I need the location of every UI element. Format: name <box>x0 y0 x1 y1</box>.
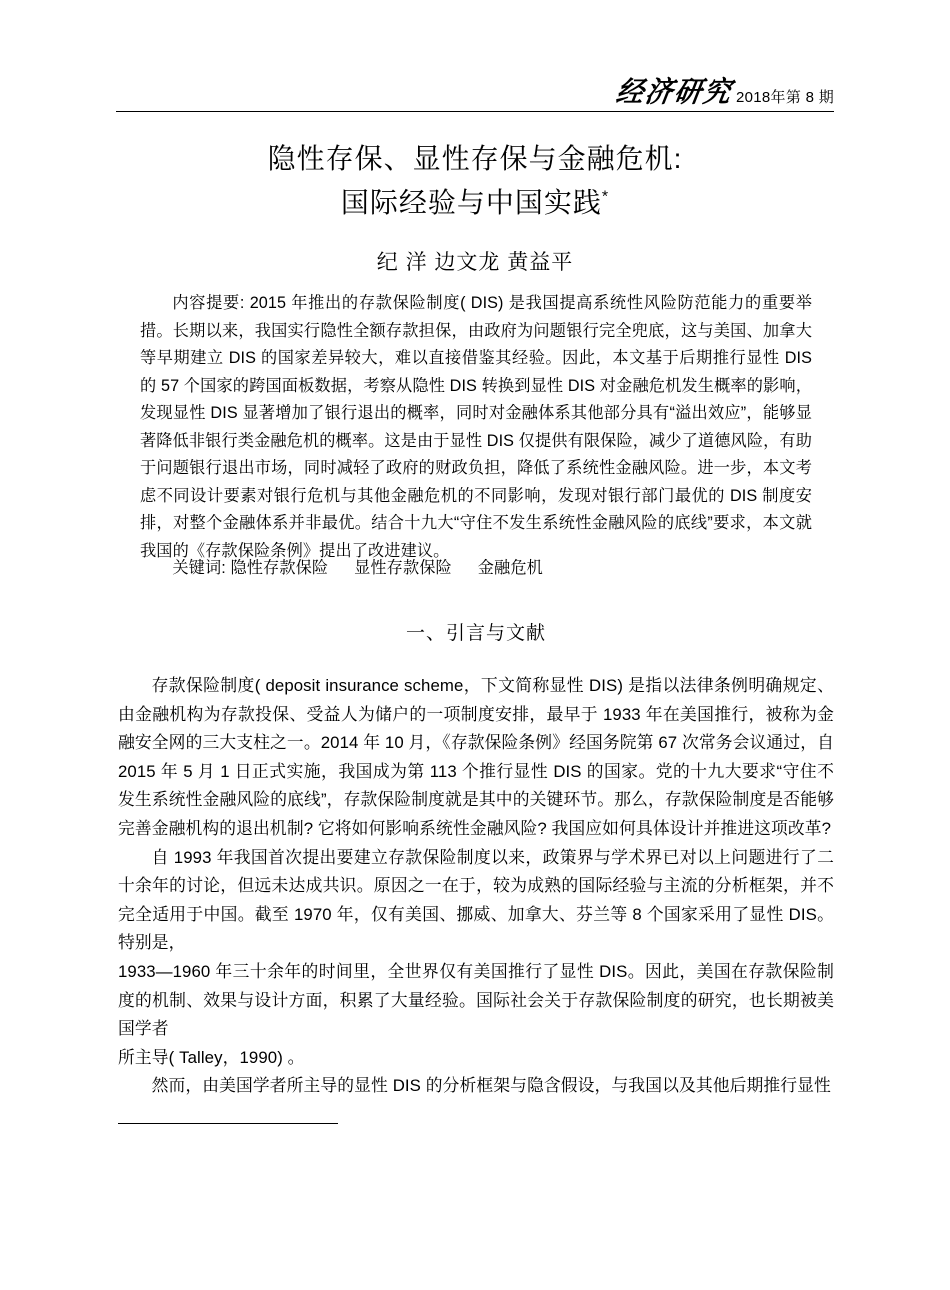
keywords-label: 关键词: <box>172 559 226 577</box>
body-paragraph-3: 然而，由美国学者所主导的显性 DIS 的分析框架与隐含假设，与我国以及其他后期推行显性 <box>151 1076 831 1096</box>
body-paragraph-2-part-3: 所主导( Talley，1990) 。 <box>118 1047 305 1067</box>
keywords-block <box>140 555 812 583</box>
keyword-item-2: 显性存款保险 <box>354 559 452 577</box>
title-line-2-text: 国际经验与中国实践 <box>340 187 602 218</box>
title-footnote-marker: * <box>601 188 610 206</box>
title-line-2 <box>116 181 834 225</box>
footnote-separator <box>118 1123 338 1124</box>
abstract-block <box>140 290 812 565</box>
body-paragraph-2-part-1: 自 1993 年我国首次提出要建立存款保险制度以来，政策界与学术界已对以上问题进行了二十余年的讨论，但远未达成共识。原因之一在于，较为成熟的国际经验与主流的分析框架，并不完全适用于中国。截至 1970 年，仅有美国、挪威、加拿大、芬兰等 8 个国家采用了显性 DIS。特别是， <box>118 847 834 953</box>
title-line-1: 隐性存保、显性存保与金融危机: <box>267 143 683 174</box>
body-paragraph-2-part-2: 1933—1960 年三十余年的时间里，全世界仅有美国推行了显性 DIS。因此，美国在存款保险制度的机制、效果与设计方面，积累了大量经验。国际社会关于存款保险制度的研究，也长期被美国学者 <box>118 961 834 1039</box>
abstract-text: 内容提要: 2015 年推出的存款保险制度( DIS) 是我国提高系统性风险防范能力的重要举措。长期以来，我国实行隐性全额存款担保，由政府为问题银行完全兜底，这与美国、加拿大等早期建立 DIS 的国家差异较大，难以直接借鉴其经验。因此，本文基于后期推行显性 DIS 的 57 个国家的跨国面板数据，考察从隐性 DIS 转换到显性 DIS 对金融危机发生概率的影响，发现显性 DIS 显著增加了银行退出的概率，同时对金融体系其他部分具有“溢出效应”，能够显著降低非银行类金融危机的概率。这是由于显性 DIS 仅提供有限保险，减少了道德风险，有助于问题银行退出市场，同时减轻了政府的财政负担，降低了系统性金融风险。进一步，本文考虑不同设计要素对银行危机与其他金融危机的不同影响，发现对银行部门最优的 DIS 制度安排，对整个金融体系并非最优。结合十九大“守住不发生系统性金融风险的底线”要求，本文就我国的《存款保险条例》提出了改进建议。 <box>140 294 812 560</box>
author-list: 纪 洋 边文龙 黄益平 <box>376 251 574 274</box>
running-header <box>116 70 834 112</box>
issue-label: 2018年第 8 期 <box>735 89 834 106</box>
body-content <box>118 672 834 1101</box>
header-divider <box>116 111 834 112</box>
page-title <box>116 137 834 225</box>
keyword-item-3: 金融危机 <box>477 559 543 577</box>
keyword-item-1: 隐性存款保险 <box>230 559 329 577</box>
journal-calligraphy-logo: 经济研究 <box>613 76 735 108</box>
section-heading-introduction: 一、引言与文献 <box>405 623 546 644</box>
body-paragraph-1: 存款保险制度( deposit insurance scheme，下文简称显性 DIS) 是指以法律条例明确规定、由金融机构为存款投保、受益人为储户的一项制度安排，最早于 1933 年在美国推行，被称为金融安全网的三大支柱之一。2014 年 10 月，《存款保险条例》经国务院第 67 次常务会议通过，自 2015 年 5 月 1 日正式实施，我国成为第 113 个推行显性 DIS 的国家。党的十九大要求“守住不发生系统性金融风险的底线”，存款保险制度就是其中的关键环节。那么，存款保险制度是否能够完善金融机构的退出机制? 它将如何影响系统性金融风险? 我国应如何具体设计并推进这项改革? <box>118 676 834 838</box>
